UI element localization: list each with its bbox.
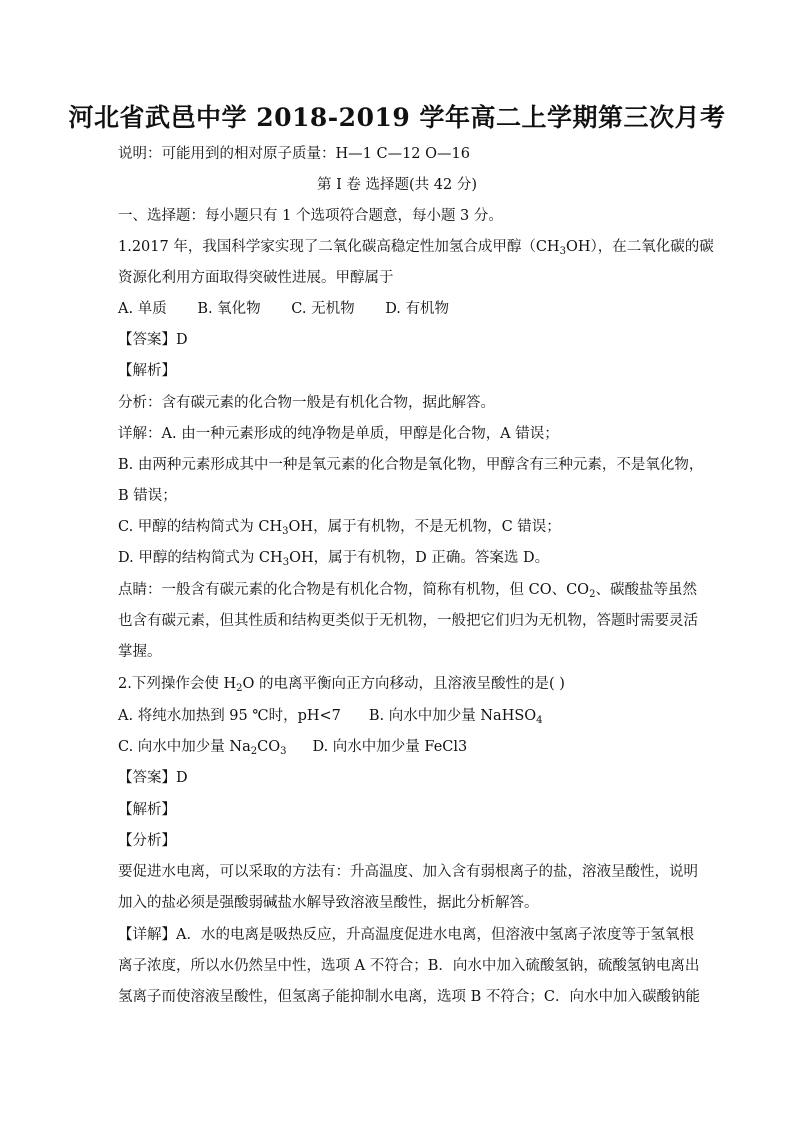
q1-option-d: D. 有机物 xyxy=(385,301,450,317)
q1-options xyxy=(118,299,449,319)
subscript: 2 xyxy=(236,683,243,694)
q2-fenxi-line2: 加入的盐必须是强酸弱碱盐水解导致溶液呈酸性，据此分析解答。 xyxy=(118,895,539,911)
subscript: 3 xyxy=(280,746,287,757)
section-heading: 第 I 卷 选择题(共 42 分) xyxy=(316,177,478,193)
q2-detail-text: A．水的电离是吸热反应，升高温度促进水电离，但溶液中氢离子浓度等于氢氧根 xyxy=(176,927,694,943)
q2-stem-text: 2.下列操作会使 H xyxy=(118,676,237,692)
q2-option-c-text: C. 向水中加少量 Na xyxy=(118,739,251,755)
q2-detail-line3: 氢离子而使溶液呈酸性，但氢离子能抑制水电离，选项 B 不符合；C．向水中加入碳酸钠能 xyxy=(118,989,700,1005)
q1-option-b: B. 氧化物 xyxy=(197,301,261,317)
q2-stem xyxy=(118,674,565,694)
q2-options-cd xyxy=(118,737,467,757)
q2-detail-line2: 离子浓度，所以水仍然呈中性，选项 A 不符合；B．向水中加入硫酸氢钠，硫酸氢钠电离出 xyxy=(118,958,700,974)
q1-stem-text-end: OH），在二氧化碳的碳 xyxy=(565,239,714,255)
q2-option-b xyxy=(369,708,543,724)
q1-detail-d xyxy=(118,548,549,568)
subscript: 3 xyxy=(559,246,566,257)
subscript: 2 xyxy=(250,746,258,757)
q1-answer: 【答案】D xyxy=(118,332,188,348)
q1-point-text: 点睛：一般含有碳元素的化合物是有机化合物，简称有机物，但 CO、CO xyxy=(118,582,590,598)
q2-option-c-text-2: CO xyxy=(257,739,281,755)
q2-detail-label: 【详解】 xyxy=(118,927,176,943)
q2-stem-text-end: O 的电离平衡向正方向移动，且溶液呈酸性的是( ) xyxy=(242,676,565,692)
q1-detail-b-cont: B 错误； xyxy=(118,488,177,504)
q2-option-a: A. 将纯水加热到 95 ℃时，pH<7 xyxy=(118,708,341,724)
q1-detail-d-text: D. 甲醇的结构简式为 CH xyxy=(118,550,283,566)
q2-fenxi-line1: 要促进水电离，可以采取的方法有：升高温度、加入含有弱根离子的盐，溶液呈酸性，说明 xyxy=(118,864,698,880)
q1-analysis: 分析：含有碳元素的化合物一般是有机化合物，据此解答。 xyxy=(118,395,495,411)
subscript: 2 xyxy=(589,589,596,600)
q1-option-a: A. 单质 xyxy=(118,301,167,317)
q1-detail-c-text-end: OH，属于有机物，不是无机物，C 错误； xyxy=(288,519,561,535)
q1-option-c: C. 无机物 xyxy=(291,301,355,317)
document-title: 河北省武邑中学 2018-2019 学年高二上学期第三次月考 xyxy=(68,103,726,132)
q2-option-d: D. 向水中加少量 FeCl3 xyxy=(312,739,468,755)
q1-detail-c-text: C. 甲醇的结构简式为 CH xyxy=(118,519,283,535)
q2-fenxi-label: 【分析】 xyxy=(118,833,176,849)
q2-option-c xyxy=(118,739,286,755)
q1-point-text-end: 、碳酸盐等虽然 xyxy=(595,582,697,598)
atomic-mass-note: 说明：可能用到的相对原子质量：H—1 C—12 O—16 xyxy=(118,146,470,162)
q1-analysis-label: 【解析】 xyxy=(118,363,176,379)
q1-stem-line1 xyxy=(118,237,714,257)
q1-detail-b: B. 由两种元素形成其中一种是氧元素的化合物是氧化物，甲醇含有三种元素，不是氧化物， xyxy=(118,457,704,473)
q2-answer: 【答案】D xyxy=(118,770,188,786)
q1-point-line1 xyxy=(118,580,697,600)
subscript: 3 xyxy=(282,526,289,537)
subscript: 4 xyxy=(536,715,543,726)
q1-point-line2: 也含有碳元素，但其性质和结构更类似于无机物，一般把它们归为无机物，答题时需要灵活 xyxy=(118,613,698,629)
q1-detail-c xyxy=(118,517,561,537)
q2-detail-line1 xyxy=(118,925,694,945)
q1-stem-text: 1.2017 年，我国科学家实现了二氧化碳高稳定性加氢合成甲醇（CH xyxy=(118,239,560,255)
q2-options-ab xyxy=(118,706,543,726)
q1-stem-line2: 资源化利用方面取得突破性进展。甲醇属于 xyxy=(118,270,394,286)
q2-analysis-label: 【解析】 xyxy=(118,802,176,818)
q1-detail-d-text-end: OH，属于有机物，D 正确。答案选 D。 xyxy=(289,550,550,566)
q2-option-b-text: B. 向水中加少量 NaHSO xyxy=(368,708,537,724)
section-instructions: 一、选择题：每小题只有 1 个选项符合题意，每小题 3 分。 xyxy=(118,208,503,224)
q1-point-line3: 掌握。 xyxy=(118,644,162,660)
subscript: 3 xyxy=(282,557,290,568)
q1-detail-a: 详解：A. 由一种元素形成的纯净物是单质，甲醇是化合物，A 错误； xyxy=(118,426,559,442)
